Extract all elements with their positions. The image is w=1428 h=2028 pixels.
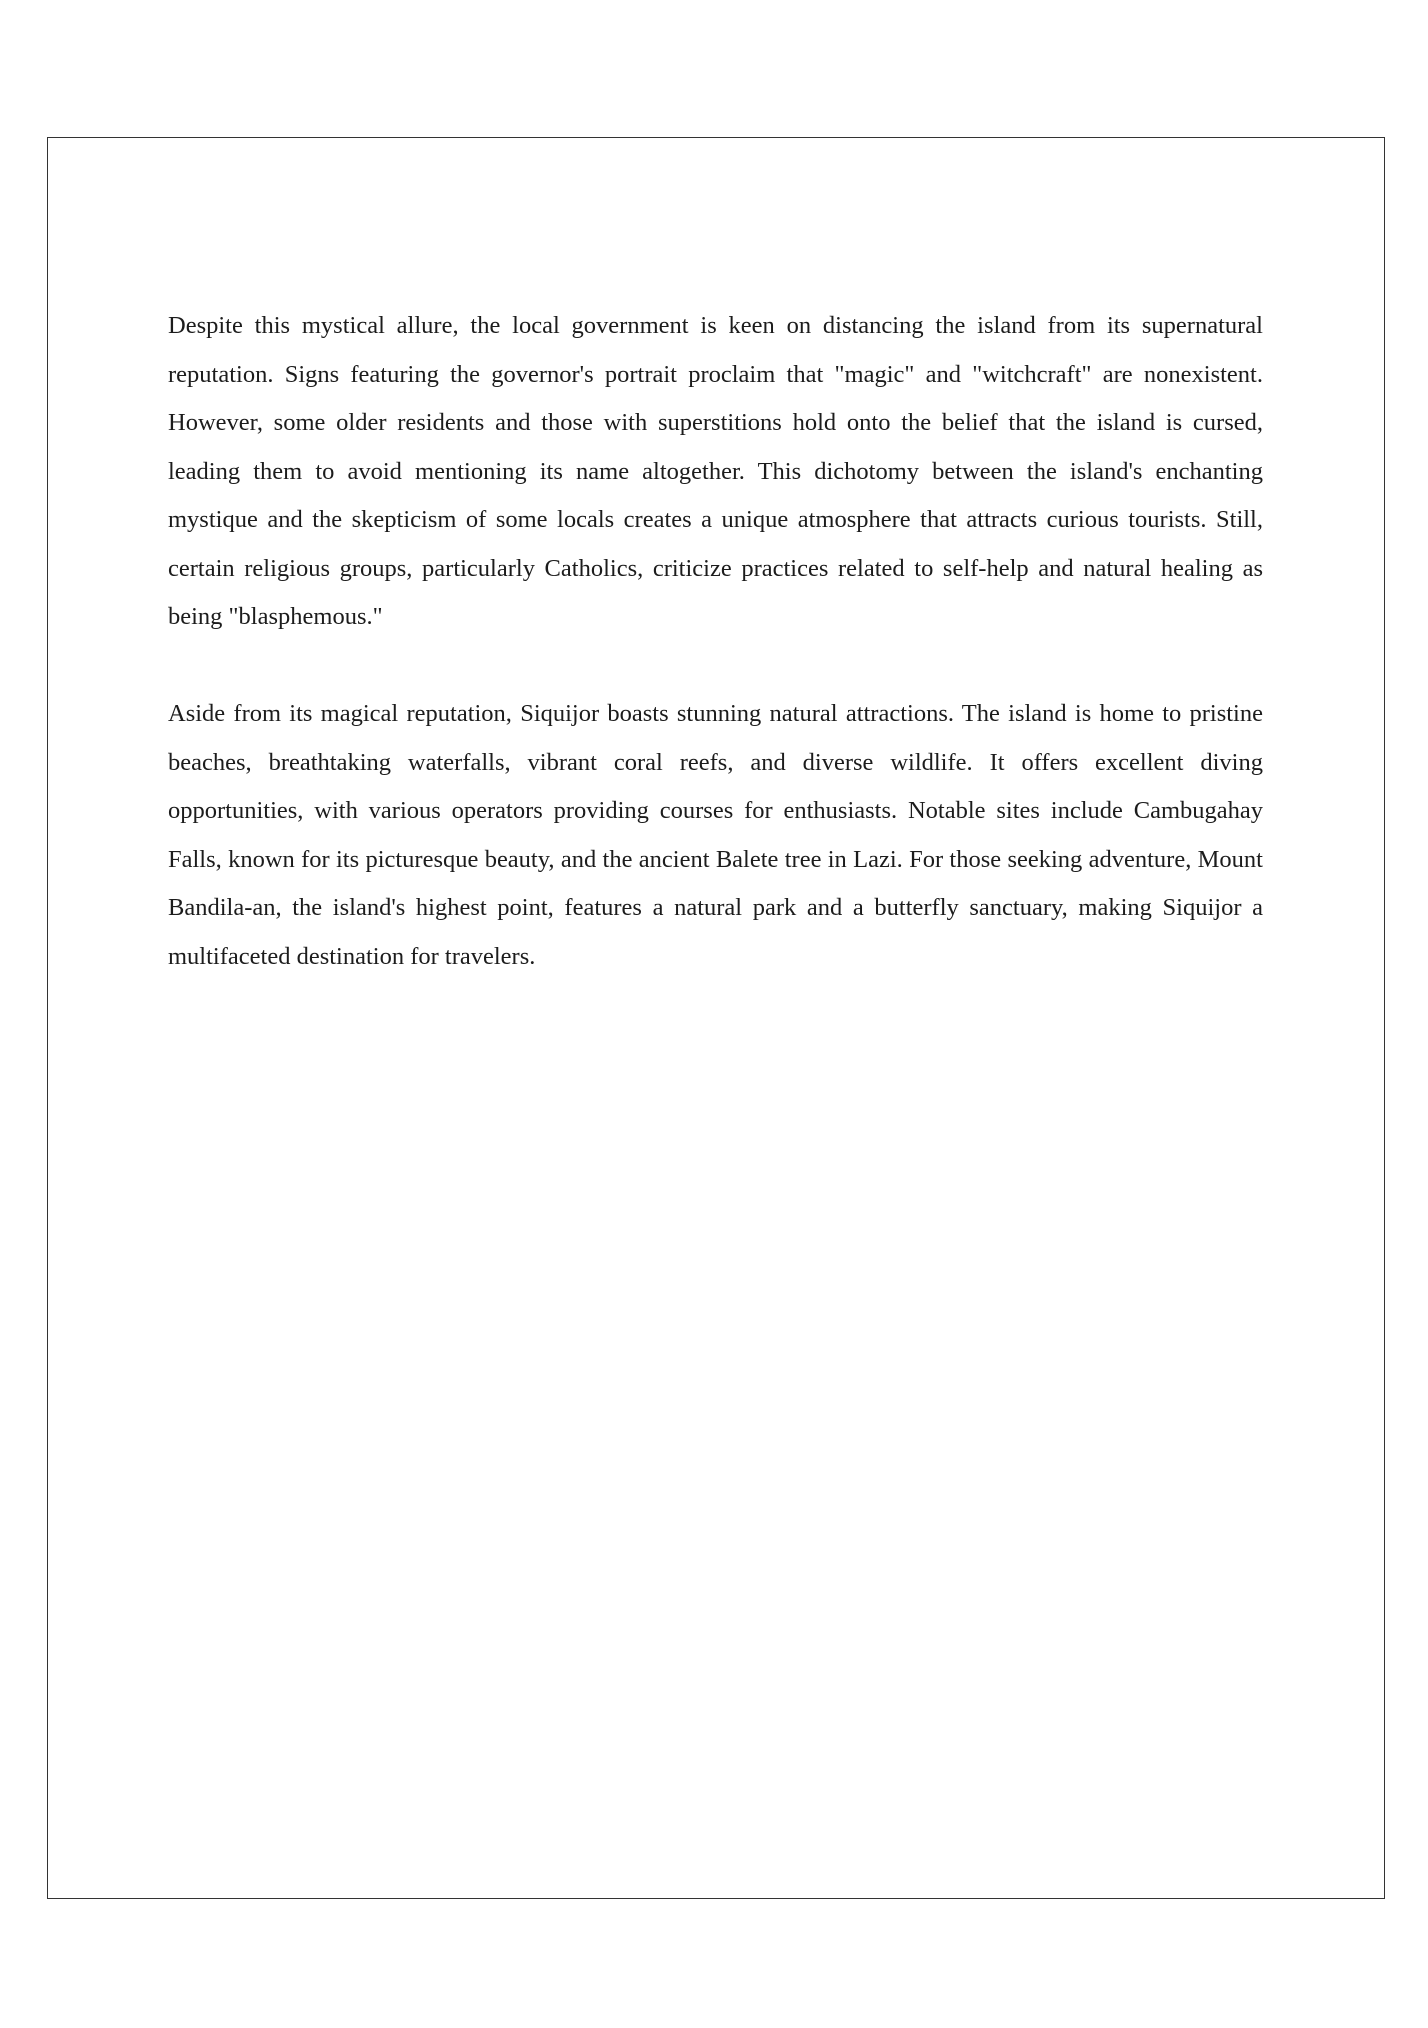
document-body (168, 302, 1263, 1030)
paragraph-siquijor-reputation: Despite this mystical allure, the local government is keen on distancing the island from its supernatural reputation. Signs featuring the governor's portrait proclaim that "magic" and "witchcraft" are nonexistent. However, some older residents and those with superstitions hold onto the belief that the island is cursed, leading them to avoid mentioning its name altogether. This dichotomy between the island's enchanting mystique and the skepticism of some locals creates a unique atmosphere that attracts curious tourists. Still, certain religious groups, particularly Catholics, criticize practices related to self-help and natural healing as being "blasphemous." (168, 312, 1263, 630)
paragraph-siquijor-attractions: Aside from its magical reputation, Siquijor boasts stunning natural attractions. The island is home to pristine beaches, breathtaking waterfalls, vibrant coral reefs, and diverse wildlife. It offers excellent diving opportunities, with various operators providing courses for enthusiasts. Notable sites include Cambugahay Falls, known for its picturesque beauty, and the ancient Balete tree in Lazi. For those seeking adventure, Mount Bandila-an, the island's highest point, features a natural park and a butterfly sanctuary, making Siquijor a multifaceted destination for travelers. (168, 700, 1263, 970)
